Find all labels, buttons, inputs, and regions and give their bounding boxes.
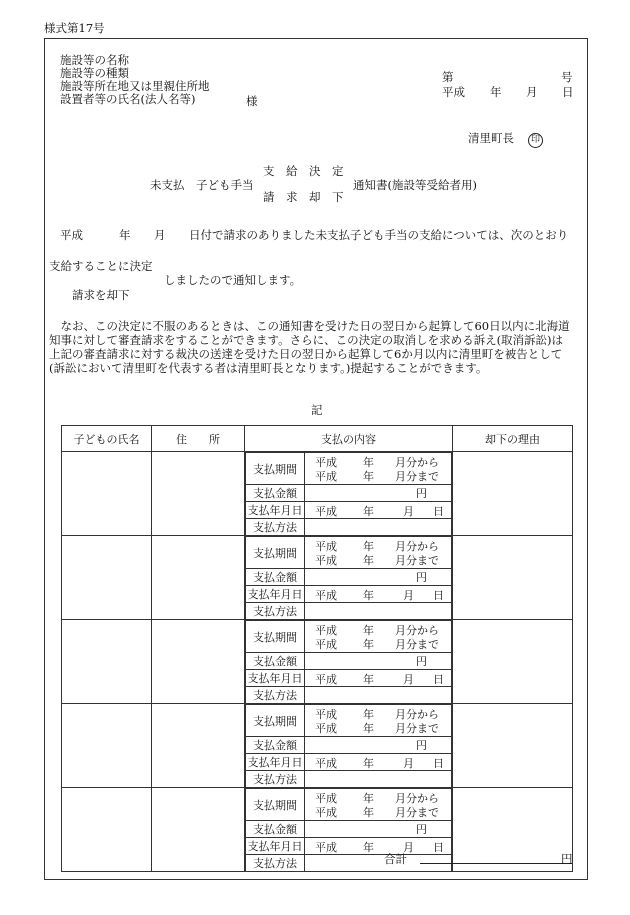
pay-date-year: 年 (363, 841, 374, 854)
period-to-year: 年 (363, 806, 374, 819)
header-address: 住 所 (152, 426, 245, 452)
amount-label: 支払金額 (246, 569, 305, 586)
period-from-era: 平成 (315, 792, 337, 805)
date-row (246, 502, 452, 519)
amount-value: 円 (305, 653, 452, 670)
header-rejection-reason: 却下の理由 (453, 426, 573, 452)
date-label: 支払年月日 (246, 670, 305, 687)
seal-mark: 印 (528, 133, 543, 148)
date-value (305, 754, 452, 771)
method-label: 支払方法 (246, 603, 305, 620)
pay-date-year: 年 (363, 673, 374, 686)
period-from-era: 平成 (315, 624, 337, 637)
rejection-reason-cell (453, 536, 573, 620)
appeal-line: 知事に対して審査請求をすることができます。さらに、この決定の取消しを求める訴え(取消訴訟)は (49, 333, 564, 347)
address-cell (152, 788, 245, 872)
method-row (246, 603, 452, 620)
method-label: 支払方法 (246, 771, 305, 788)
period-to-era: 平成 (315, 806, 337, 819)
total-unit: 円 (561, 852, 573, 866)
intro-text: 日付で請求のありました未支払子ども手当の支給については、次のとおり (189, 228, 569, 242)
amount-row (246, 569, 452, 586)
period-to: 月分まで (395, 806, 439, 819)
period-to-year: 年 (363, 722, 374, 735)
amount-label: 支払金額 (246, 821, 305, 838)
issue-date-era: 平成 (442, 85, 465, 99)
period-row (246, 789, 452, 821)
payment-subtable (245, 536, 452, 619)
address-cell (152, 452, 245, 536)
child-name-cell (62, 788, 152, 872)
payment-subtable (245, 704, 452, 787)
date-label: 支払年月日 (246, 586, 305, 603)
payment-content-cell (245, 788, 453, 872)
period-row (246, 537, 452, 569)
amount-label: 支払金額 (246, 653, 305, 670)
issue-date-year: 年 (490, 85, 502, 99)
address-cell (152, 536, 245, 620)
address-cell (152, 620, 245, 704)
header-payment-content: 支払の内容 (245, 426, 453, 452)
title-suffix: 通知書(施設等受給者用) (353, 178, 477, 192)
address-cell (152, 704, 245, 788)
period-row (246, 621, 452, 653)
payment-table (61, 425, 573, 872)
payment-subtable (245, 620, 452, 703)
payment-subtable (245, 788, 452, 871)
pay-date-era: 平成 (315, 505, 337, 518)
pay-date-day: 日 (433, 841, 444, 854)
period-label: 支払期間 (246, 453, 305, 485)
period-from: 月分から (395, 456, 439, 469)
pay-date-year: 年 (363, 505, 374, 518)
period-value (305, 705, 452, 737)
amount-value: 円 (305, 569, 452, 586)
issue-date-month: 月 (526, 85, 538, 99)
pay-date-era: 平成 (315, 757, 337, 770)
child-name-cell (62, 452, 152, 536)
recipient-line: 設置者等の氏名(法人名等) (60, 92, 196, 106)
payment-content-cell (245, 452, 453, 536)
date-row (246, 586, 452, 603)
method-row (246, 771, 452, 788)
date-row (246, 670, 452, 687)
table-row (62, 704, 573, 788)
period-from: 月分から (395, 624, 439, 637)
period-to-year: 年 (363, 554, 374, 567)
appeal-paragraph (49, 319, 570, 375)
doc-number-suffix: 号 (561, 70, 573, 84)
amount-value: 円 (305, 485, 452, 502)
method-label: 支払方法 (246, 519, 305, 536)
method-value (305, 519, 452, 536)
header-child-name: 子どもの氏名 (62, 426, 152, 452)
date-value (305, 670, 452, 687)
method-label: 支払方法 (246, 855, 305, 872)
title-prefix: 未支払 子ども手当 (150, 178, 254, 192)
payment-content-cell (245, 620, 453, 704)
date-label: 支払年月日 (246, 838, 305, 855)
pay-date-year: 年 (363, 589, 374, 602)
period-to-year: 年 (363, 638, 374, 651)
period-to: 月分まで (395, 722, 439, 735)
period-row (246, 453, 452, 485)
table-row (62, 536, 573, 620)
honorific: 様 (246, 94, 258, 108)
appeal-line: 上記の審査請求に対する裁決の送達を受けた日の翌日から起算して6か月以内に清里町を被告として (49, 347, 563, 361)
period-value (305, 789, 452, 821)
period-label: 支払期間 (246, 621, 305, 653)
date-row (246, 838, 452, 855)
table-row (62, 452, 573, 536)
table-row (62, 788, 573, 872)
option-reject: 請求を却下 (72, 288, 130, 302)
pay-date-month: 月 (403, 841, 414, 854)
payment-content-cell (245, 536, 453, 620)
period-label: 支払期間 (246, 705, 305, 737)
recipient-block (60, 54, 210, 106)
period-to: 月分まで (395, 554, 439, 567)
period-from: 月分から (395, 540, 439, 553)
pay-date-month: 月 (403, 673, 414, 686)
form-number: 様式第17号 (44, 21, 105, 35)
issuer-name: 清里町長 (468, 131, 514, 145)
recipient-line: 施設等の名称 (60, 53, 129, 67)
option-pay: 支給することに決定 (49, 259, 153, 273)
table-row (62, 620, 573, 704)
method-value (305, 603, 452, 620)
child-name-cell (62, 704, 152, 788)
date-label: 支払年月日 (246, 502, 305, 519)
appeal-line: なお、この決定に不服のあるときは、この通知書を受けた日の翌日から起算して60日以内に北海道 (49, 319, 570, 333)
pay-date-era: 平成 (315, 673, 337, 686)
ki-heading: 記 (311, 403, 323, 417)
intro-era: 平成 (60, 228, 83, 242)
pay-date-era: 平成 (315, 589, 337, 602)
method-value (305, 687, 452, 704)
method-row (246, 519, 452, 536)
total-label: 合計 (384, 852, 407, 866)
period-from-year: 年 (363, 792, 374, 805)
pay-date-month: 月 (403, 757, 414, 770)
amount-label: 支払金額 (246, 485, 305, 502)
period-value (305, 537, 452, 569)
pay-date-day: 日 (433, 757, 444, 770)
method-label: 支払方法 (246, 687, 305, 704)
period-value (305, 621, 452, 653)
issue-date-day: 日 (562, 85, 574, 99)
period-to-year: 年 (363, 470, 374, 483)
notice-text: しましたので通知します。 (164, 273, 302, 287)
period-from-year: 年 (363, 456, 374, 469)
pay-date-era: 平成 (315, 841, 337, 854)
period-from: 月分から (395, 792, 439, 805)
period-to: 月分まで (395, 638, 439, 651)
amount-row (246, 737, 452, 754)
amount-row (246, 653, 452, 670)
rejection-reason-cell (453, 704, 573, 788)
rejection-reason-cell (453, 620, 573, 704)
amount-value: 円 (305, 821, 452, 838)
method-row (246, 687, 452, 704)
amount-row (246, 485, 452, 502)
child-name-cell (62, 620, 152, 704)
period-from-era: 平成 (315, 708, 337, 721)
period-row (246, 705, 452, 737)
amount-label: 支払金額 (246, 737, 305, 754)
period-from-year: 年 (363, 540, 374, 553)
period-from-year: 年 (363, 624, 374, 637)
intro-month: 月 (154, 228, 166, 242)
amount-row (246, 821, 452, 838)
doc-number-prefix: 第 (442, 70, 454, 84)
child-name-cell (62, 536, 152, 620)
table-header-row (62, 426, 573, 452)
recipient-line: 施設等所在地又は里親住所地 (60, 79, 210, 93)
date-value (305, 502, 452, 519)
date-value (305, 838, 452, 855)
payment-subtable (245, 452, 452, 535)
rejection-reason-cell (453, 788, 573, 872)
issuer (468, 130, 543, 148)
appeal-line: (訴訟において清里町を代表する者は清里町長となります。)提起することができます。 (49, 361, 488, 375)
amount-value: 円 (305, 737, 452, 754)
pay-date-day: 日 (433, 589, 444, 602)
pay-date-day: 日 (433, 505, 444, 518)
method-value (305, 771, 452, 788)
period-value (305, 453, 452, 485)
date-value (305, 586, 452, 603)
period-label: 支払期間 (246, 537, 305, 569)
total-field-line (420, 863, 572, 864)
title-option-pay: 支 給 決 定 (263, 164, 344, 178)
pay-date-year: 年 (363, 757, 374, 770)
period-from-era: 平成 (315, 540, 337, 553)
period-to-era: 平成 (315, 470, 337, 483)
recipient-line: 施設等の種類 (60, 66, 129, 80)
date-row (246, 754, 452, 771)
pay-date-day: 日 (433, 673, 444, 686)
intro-year: 年 (119, 228, 131, 242)
title-option-reject: 請 求 却 下 (263, 190, 344, 204)
period-from-era: 平成 (315, 456, 337, 469)
period-label: 支払期間 (246, 789, 305, 821)
date-label: 支払年月日 (246, 754, 305, 771)
period-from: 月分から (395, 708, 439, 721)
period-from-year: 年 (363, 708, 374, 721)
period-to-era: 平成 (315, 554, 337, 567)
period-to: 月分まで (395, 470, 439, 483)
pay-date-month: 月 (403, 589, 414, 602)
period-to-era: 平成 (315, 638, 337, 651)
pay-date-month: 月 (403, 505, 414, 518)
period-to-era: 平成 (315, 722, 337, 735)
rejection-reason-cell (453, 452, 573, 536)
payment-content-cell (245, 704, 453, 788)
